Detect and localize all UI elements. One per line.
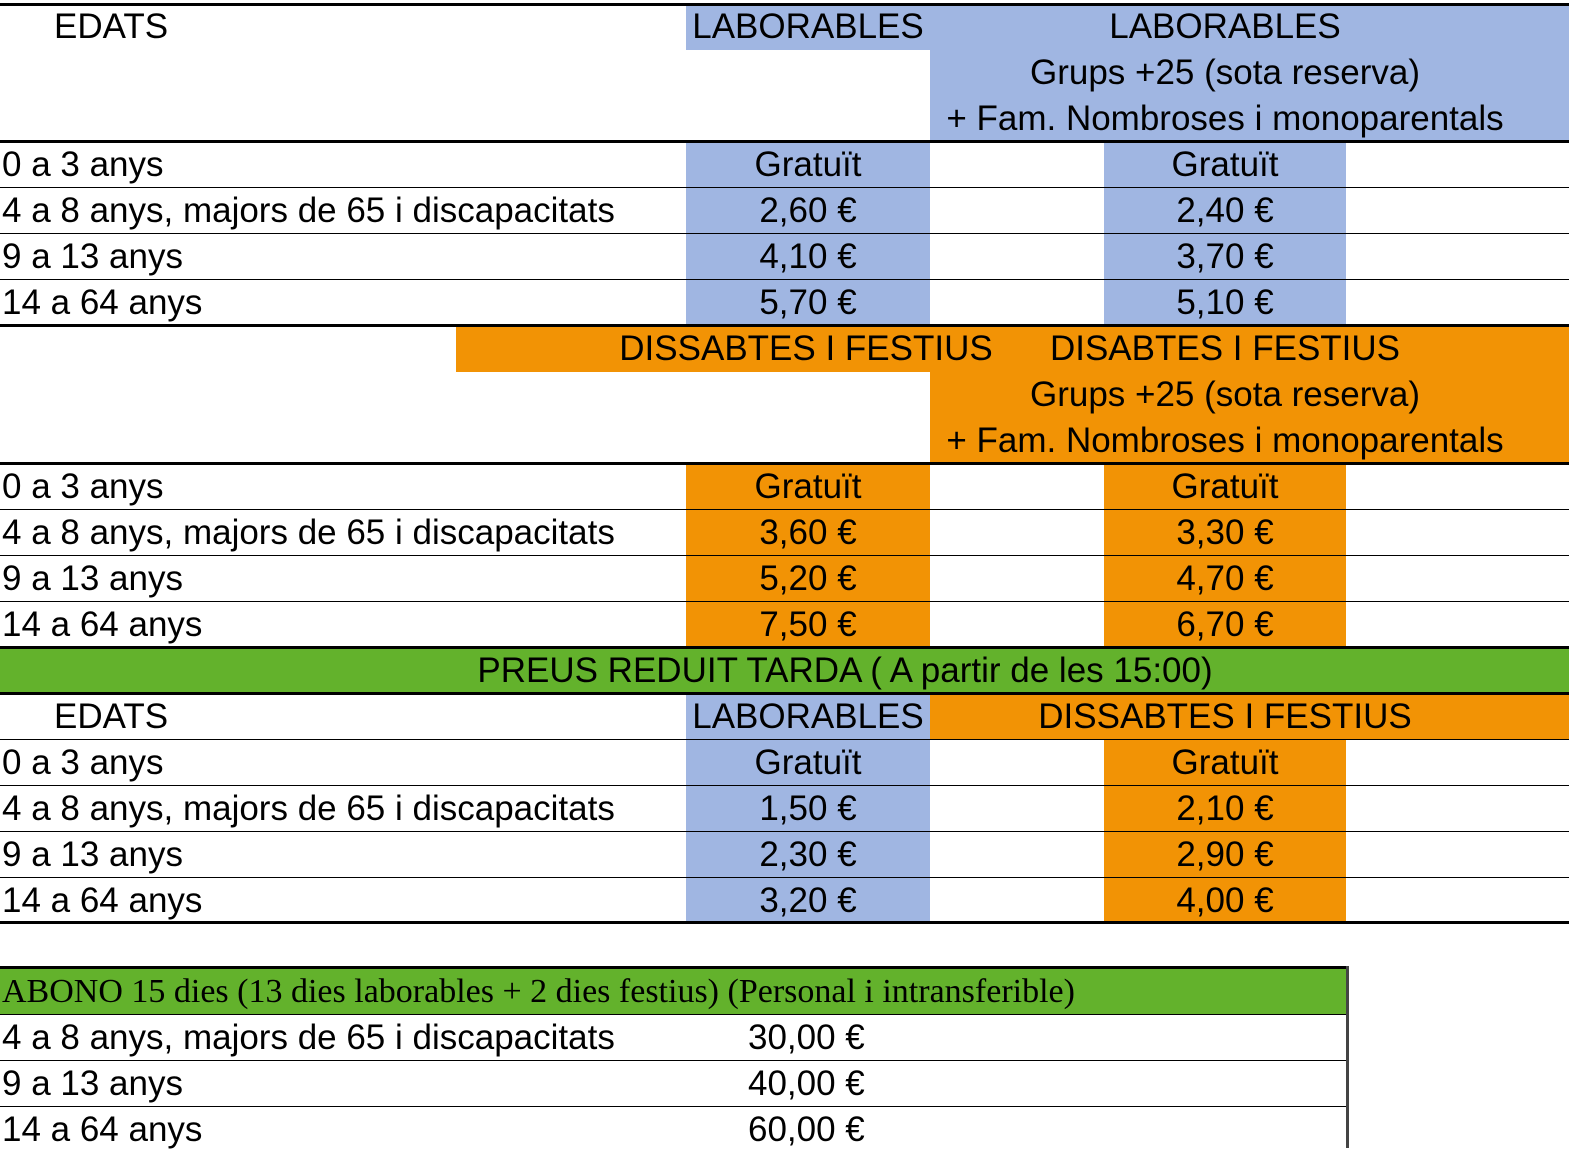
price-cell: 4,00 € (1176, 881, 1274, 920)
afternoon-prices-title: PREUS REDUIT TARDA ( A partir de les 15:00) (477, 651, 1213, 690)
price-cell: 3,60 € (759, 513, 857, 552)
price-cell: 2,10 € (1176, 789, 1274, 828)
price-cell: Gratuït (754, 145, 862, 184)
price-cell: Gratuït (1171, 145, 1279, 184)
price-cell: 5,10 € (1176, 283, 1274, 322)
age-label: 9 a 13 anys (2, 559, 183, 598)
age-label: 4 a 8 anys, majors de 65 i discapacitats (2, 191, 615, 230)
group-festius-header-line3: + Fam. Nombroses i monoparentals (946, 421, 1504, 460)
festius-header: DISSABTES I FESTIUS (619, 329, 993, 368)
age-label: 4 a 8 anys, majors de 65 i discapacitats (2, 789, 615, 828)
age-label: 0 a 3 anys (2, 145, 164, 184)
age-label: 14 a 64 anys (2, 1110, 203, 1149)
age-label: 14 a 64 anys (2, 605, 203, 644)
age-label: 14 a 64 anys (2, 283, 203, 322)
age-label: 0 a 3 anys (2, 743, 164, 782)
price-cell: 1,50 € (759, 789, 857, 828)
age-label: 9 a 13 anys (2, 1064, 183, 1103)
price-cell: Gratuït (1171, 467, 1279, 506)
price-cell: 3,70 € (1176, 237, 1274, 276)
group-laborables-header-line2: Grups +25 (sota reserva) (1029, 53, 1421, 92)
age-label: 9 a 13 anys (2, 835, 183, 874)
age-label: 14 a 64 anys (2, 881, 203, 920)
abono-price: 40,00 € (748, 1064, 865, 1103)
group-laborables-header-line1: LABORABLES (1109, 7, 1341, 46)
group-festius-header-line2: Grups +25 (sota reserva) (1029, 375, 1421, 414)
price-cell: 2,40 € (1176, 191, 1274, 230)
abono-price: 60,00 € (748, 1110, 865, 1149)
price-cell: Gratuït (1171, 743, 1279, 782)
price-cell: 3,20 € (759, 881, 857, 920)
age-label: 4 a 8 anys, majors de 65 i discapacitats (2, 1018, 615, 1057)
price-cell: 3,30 € (1176, 513, 1274, 552)
age-label: 4 a 8 anys, majors de 65 i discapacitats (2, 513, 615, 552)
price-cell: 4,10 € (759, 237, 857, 276)
age-label: 9 a 13 anys (2, 237, 183, 276)
laborables-header: LABORABLES (692, 697, 924, 736)
price-cell: Gratuït (754, 467, 862, 506)
price-cell: 2,90 € (1176, 835, 1274, 874)
divider (1346, 966, 1349, 1148)
abono-title: ABONO 15 dies (13 dies laborables + 2 dies festius) (Personal i intransferible) (2, 973, 1075, 1010)
price-cell: 5,70 € (759, 283, 857, 322)
price-cell: 6,70 € (1176, 605, 1274, 644)
price-cell: 7,50 € (759, 605, 857, 644)
price-cell: 2,30 € (759, 835, 857, 874)
price-cell: 2,60 € (759, 191, 857, 230)
age-header: EDATS (54, 7, 169, 46)
group-festius-header-line1: DISABTES I FESTIUS (1049, 329, 1401, 368)
festius-header: DISSABTES I FESTIUS (1038, 697, 1412, 736)
abono-price: 30,00 € (748, 1018, 865, 1057)
laborables-header: LABORABLES (692, 7, 924, 46)
age-header: EDATS (54, 697, 169, 736)
price-cell: Gratuït (754, 743, 862, 782)
price-cell: 5,20 € (759, 559, 857, 598)
age-label: 0 a 3 anys (2, 467, 164, 506)
group-laborables-header-line3: + Fam. Nombroses i monoparentals (946, 99, 1504, 138)
price-cell: 4,70 € (1176, 559, 1274, 598)
